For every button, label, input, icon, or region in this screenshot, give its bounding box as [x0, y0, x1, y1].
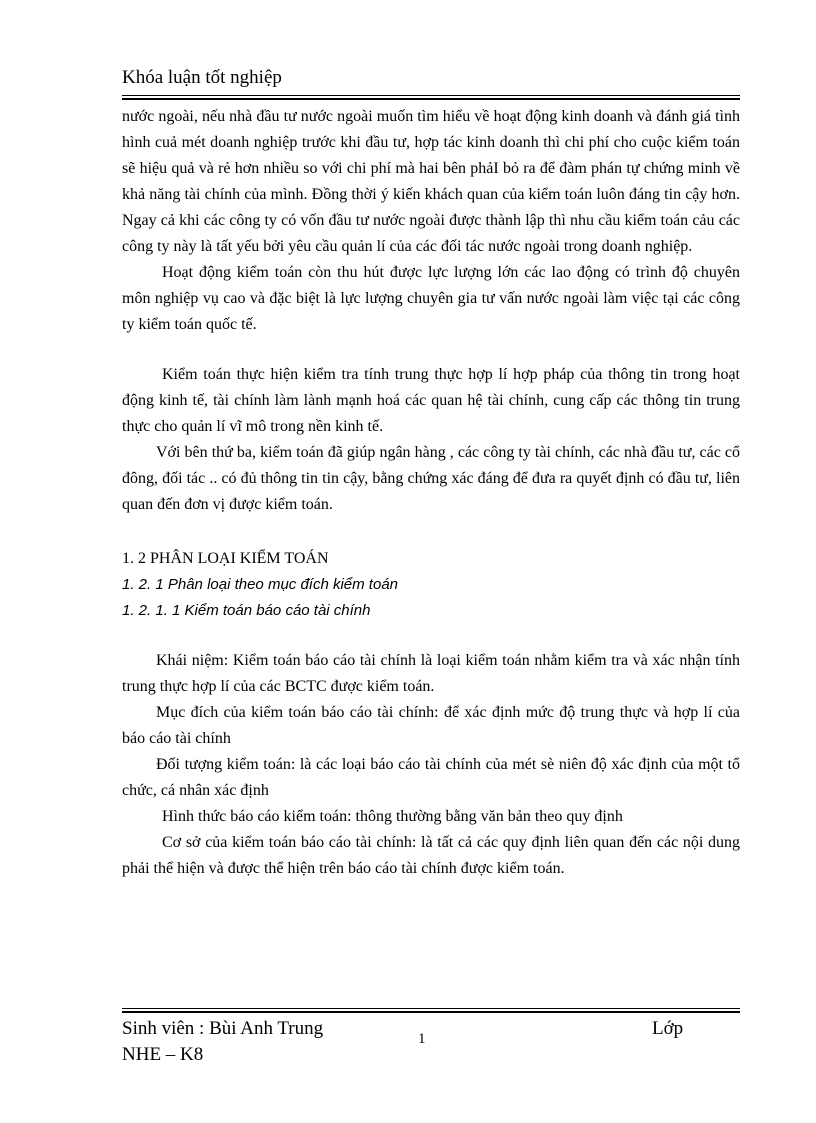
paragraph-7: Đối tượng kiểm toán: là các loại báo cáo tài chính của mét sè niên độ xác định của một tổ chức, cá nhân xác định [122, 756, 740, 799]
spacer [122, 338, 740, 362]
spacer [122, 624, 740, 648]
paragraph-9: Cơ sở của kiểm toán báo cáo tài chính: là tất cả các quy định liên quan đến các nội dung phải thể hiện và được thể hiện trên báo cáo tài chính được kiểm toán. [122, 834, 740, 877]
header-rule-thin [122, 95, 740, 96]
header-title: Khóa luận tốt nghiệp [122, 67, 282, 88]
subsubsection-heading: 1. 2. 1. 1 Kiểm toán báo cáo tài chính [122, 602, 371, 619]
footer-class-label: Lớp [652, 1018, 684, 1039]
footer-rule-thin [122, 1008, 740, 1009]
section-heading: 1. 2 PHÂN LOẠI KIỂM TOÁN [122, 550, 329, 567]
header-rule-thick [122, 98, 740, 100]
footer-class-code: NHE – K8 [122, 1044, 204, 1065]
footer-rule-thick [122, 1011, 740, 1013]
paragraph-2: Hoạt động kiểm toán còn thu hút được lực lượng lớn các lao động có trình độ chuyên môn nghiệp vụ cao và đặc biệt là lực lượng chuyên gia tư vấn nước ngoài làm việc tại các công ty kiểm toán quốc tế. [122, 264, 740, 333]
document-body [122, 104, 740, 882]
paragraph-5: Khái niệm: Kiểm toán báo cáo tài chính là loại kiểm toán nhằm kiểm tra và xác nhận tính trung thực hợp lí của các BCTC được kiểm toán. [122, 652, 740, 695]
paragraph-4: Với bên thứ ba, kiểm toán đã giúp ngân hàng , các công ty tài chính, các nhà đầu tư, các cổ đông, đối tác .. có đủ thông tin tin cậy, bằng chứng xác đáng để đưa ra quyết định có đầu tư, liên quan đến đơn vị được kiểm toán. [122, 444, 740, 513]
paragraph-8: Hình thức báo cáo kiểm toán: thông thường bằng văn bản theo quy định [162, 808, 623, 825]
paragraph-6: Mục đích của kiểm toán báo cáo tài chính: để xác định mức độ trung thực và hợp lí của báo cáo tài chính [122, 704, 740, 747]
subsection-heading: 1. 2. 1 Phân loại theo mục đích kiểm toán [122, 576, 398, 593]
spacer [122, 518, 740, 546]
footer-student-name: Sinh viên : Bùi Anh Trung [122, 1018, 324, 1039]
paragraph-1: nước ngoài, nếu nhà đầu tư nước ngoài muốn tìm hiểu về hoạt động kinh doanh và đánh giá tình hình cuả mét doanh nghiệp trước khi đầu tư, hợp tác kinh doanh thì chi phí cho cuộc kiểm toán sẽ hiệu quả và rẻ hơn nhiều so với chi phí mà hai bên phảI bỏ ra để đàm phán tự chứng minh về khả năng tài chính của mình. Đồng thời ý kiến khách quan của kiểm toán luôn đáng tin cậy hơn. Ngay cả khi các công ty có vốn đầu tư nước ngoài được thành lập thì nhu cầu kiểm toán cảu các công ty này là tất yếu bởi yêu cầu quản lí của các đối tác nước ngoài trong doanh nghiệp. [122, 108, 740, 255]
page-number: 1 [418, 1031, 426, 1047]
paragraph-3: Kiểm toán thực hiện kiểm tra tính trung thực hợp lí hợp pháp của thông tin trong hoạt động kinh tế, tài chính làm lành mạnh hoá các quan hệ tài chính, cung cấp các thông tin trung thực cho quản lí vĩ mô trong nền kinh tế. [122, 366, 740, 435]
